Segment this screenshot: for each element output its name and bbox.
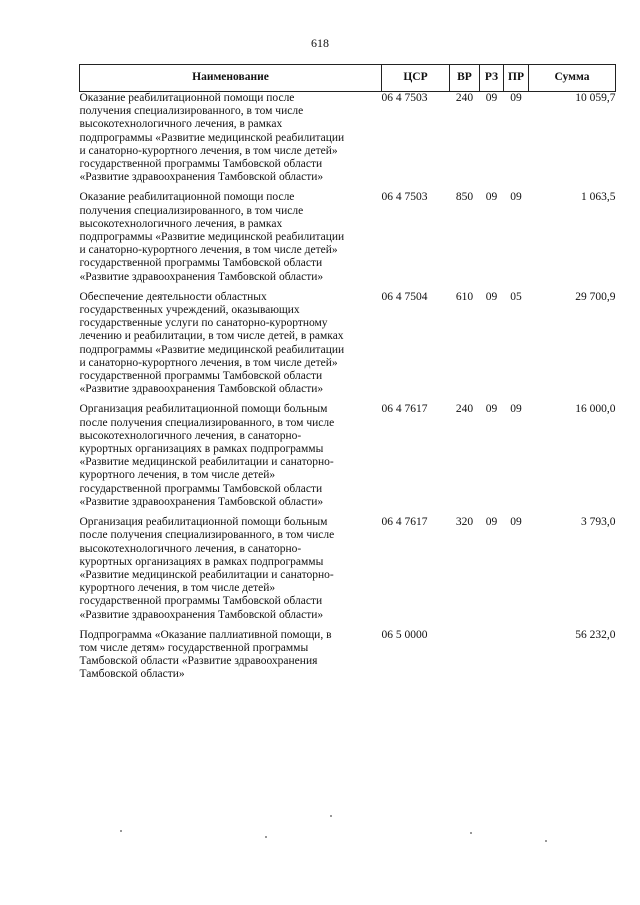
name-line: высокотехнологичного лечения, в рамках [79,118,283,131]
name-line: курортных организациях в рамках подпрограммы [79,443,324,456]
cell-rz: 09 [485,191,498,204]
cell-csr: 06 4 7503 [381,92,428,104]
name-line: подпрограммы «Развитие медицинской реабилитации [79,131,345,144]
name-line: «Развитие здравоохранения Тамбовской области» [79,270,324,283]
name-line: Организация реабилитационной помощи больным [79,516,328,529]
name-line: получения специализированного, в том числе [79,204,304,217]
cell-rz: 09 [485,92,498,104]
name-line: государственной программы Тамбовской области [79,158,323,171]
name-line: том числе детям» государственной программы [79,641,309,654]
cell-rz: 09 [485,403,498,416]
header-pr: ПР [504,65,529,92]
table-row [80,403,616,516]
cell-rz [480,629,504,689]
table-row [80,191,616,290]
cell-csr: 06 4 7503 [381,191,428,204]
name-line: Организация реабилитационной помощи больным [79,403,328,416]
cell-pr: 09 [510,403,522,416]
cell-pr: 05 [510,290,522,303]
name-line: Оказание реабилитационной помощи после [79,92,295,104]
name-line: Подпрограмма «Оказание паллиативной помощи, в [79,628,332,641]
table-header-row [80,65,616,92]
cell-name [80,516,382,629]
table-row [80,516,616,629]
name-line: «Развитие здравоохранения Тамбовской области» [79,383,324,396]
table-body [80,92,616,689]
name-line: и санаторно-курортного лечения, в том числе детей» [79,244,338,257]
name-line: после получения специализированного, в том числе [79,529,335,542]
name-line: государственной программы Тамбовской области [79,482,323,495]
cell-rz: 09 [485,516,498,529]
table-row [80,291,616,404]
name-line: высокотехнологичного лечения, в санаторно- [79,542,302,555]
name-line: курортного лечения, в том числе детей» [79,582,276,595]
name-line: Обеспечение деятельности областных [79,290,267,303]
budget-table [79,64,616,689]
name-line: высокотехнологичного лечения, в санаторно- [79,429,302,442]
cell-pr: 09 [510,516,522,529]
cell-sum: 56 232,0 [575,628,616,641]
header-sum: Сумма [529,65,616,92]
name-line: курортных организациях в рамках подпрограммы [79,555,324,568]
cell-csr: 06 4 7504 [381,290,428,303]
page-number: 618 [311,36,329,50]
name-line: государственной программы Тамбовской области [79,370,323,383]
name-line: Тамбовской области» [79,668,185,681]
name-line: «Развитие здравоохранения Тамбовской области» [79,495,324,508]
name-line: подпрограммы «Развитие медицинской реабилитации [79,231,345,244]
header-name: Наименование [80,65,382,92]
scan-speck [120,830,122,832]
cell-rz: 09 [485,290,498,303]
cell-sum: 1 063,5 [581,191,616,204]
cell-vr: 610 [455,290,474,303]
scan-speck [470,832,472,834]
name-line: «Развитие медицинской реабилитации и санаторно- [79,456,334,469]
name-line: лечению и реабилитации, в том числе детей, в рамках [79,330,344,343]
scan-speck [545,840,547,842]
name-line: государственной программы Тамбовской области [79,595,323,608]
header-csr: ЦСР [382,65,450,92]
header-rz: РЗ [480,65,504,92]
cell-name [80,403,382,516]
name-line: государственных учреждений, оказывающих [79,304,300,317]
cell-sum: 3 793,0 [581,516,616,529]
name-line: «Развитие медицинской реабилитации и санаторно- [79,568,334,581]
name-line: после получения специализированного, в том числе [79,416,335,429]
cell-name [80,191,382,290]
name-line: высокотехнологичного лечения, в рамках [79,217,283,230]
cell-vr [450,629,480,689]
name-line: государственной программы Тамбовской области [79,257,323,270]
name-line: получения специализированного, в том числе [79,105,304,118]
scan-speck [265,836,267,838]
cell-sum: 10 059,7 [575,92,616,104]
cell-vr: 240 [455,92,474,104]
name-line: Тамбовской области «Развитие здравоохранения [79,655,318,668]
cell-csr: 06 4 7617 [381,516,428,529]
cell-sum: 29 700,9 [575,290,616,303]
cell-name [80,291,382,404]
header-vr: ВР [450,65,480,92]
cell-csr: 06 5 0000 [381,628,428,641]
name-line: курортного лечения, в том числе детей» [79,469,276,482]
cell-name [80,629,382,689]
table-row [80,629,616,689]
name-line: «Развитие здравоохранения Тамбовской области» [79,608,324,621]
cell-pr: 09 [510,191,522,204]
cell-name [80,92,382,192]
table-row [80,92,616,192]
name-line: и санаторно-курортного лечения, в том числе детей» [79,144,338,157]
cell-sum: 16 000,0 [575,403,616,416]
cell-vr: 320 [455,516,474,529]
cell-vr: 850 [455,191,474,204]
cell-pr [504,629,529,689]
scan-speck [330,815,332,817]
cell-pr: 09 [510,92,522,104]
name-line: подпрограммы «Развитие медицинской реабилитации [79,343,345,356]
name-line: Оказание реабилитационной помощи после [79,191,295,204]
cell-vr: 240 [455,403,474,416]
name-line: и санаторно-курортного лечения, в том числе детей» [79,356,338,369]
name-line: «Развитие здравоохранения Тамбовской области» [79,171,324,184]
name-line: государственные услуги по санаторно-курортному [79,317,328,330]
cell-csr: 06 4 7617 [381,403,428,416]
